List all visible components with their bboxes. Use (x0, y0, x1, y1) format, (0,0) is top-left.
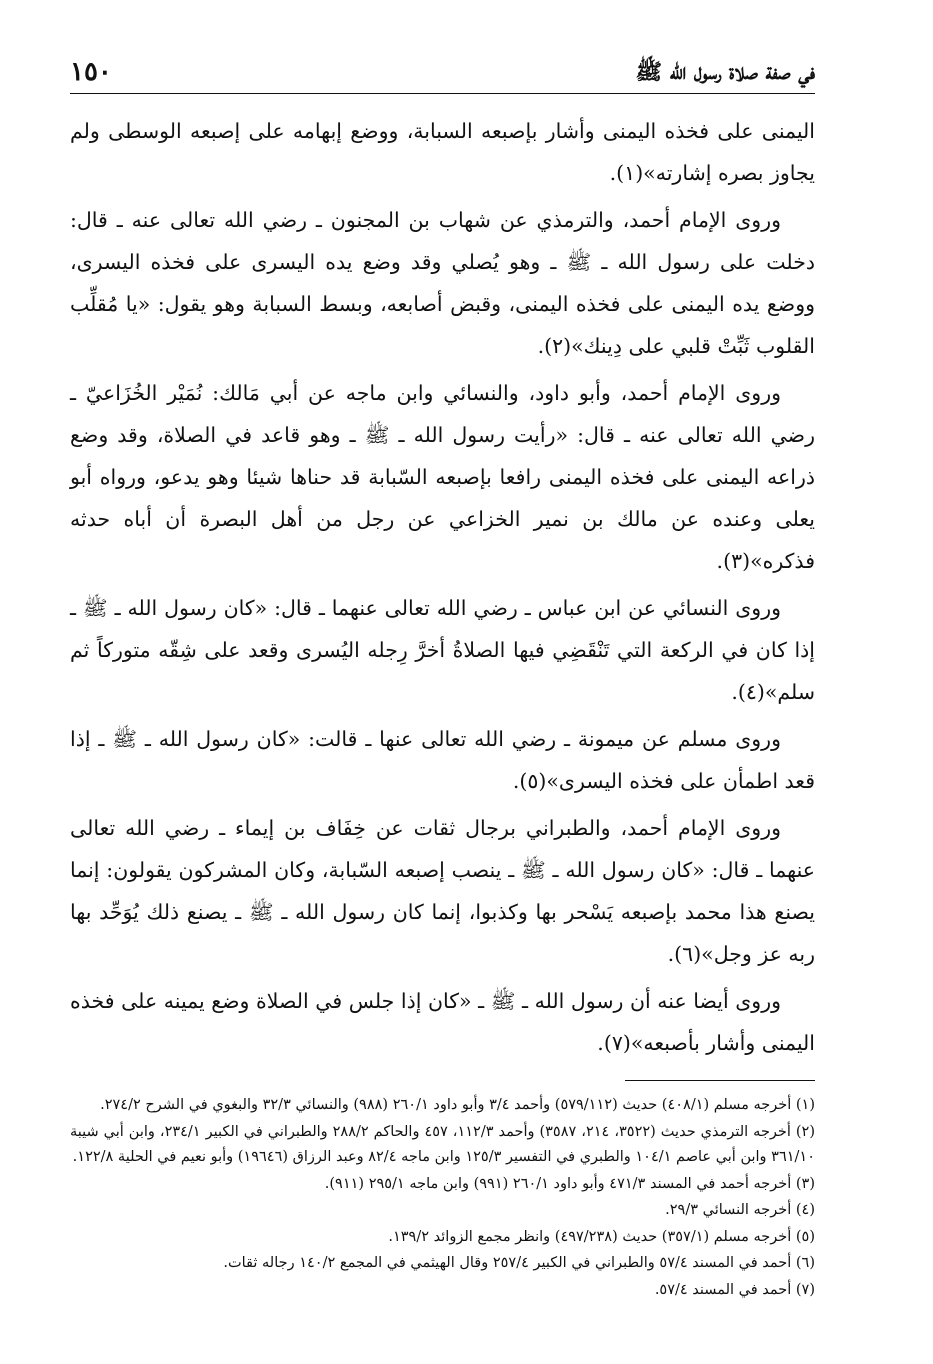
footnote-divider (625, 1080, 815, 1081)
paragraph: وروى أيضا عنه أن رسول الله ـ ﷺ ـ «كان إذا جلس في الصلاة وضع يمينه على فخذه اليمنى وأشار بأصبعه»(٧). (70, 989, 815, 1055)
paragraph: وروى النسائي عن ابن عباس ـ رضي الله تعالى عنهما ـ قال: «كان رسول الله ـ ﷺ ـ إذا كان في الركعة التي تَنْقَضِي فيها الصلاةُ أخرَّ رِجله اليُسرى وقعد على شِقّه متوركاً ثم سلم»(٤). (70, 596, 815, 704)
footnote: (٢) أخرجه الترمذي حديث (٣٥٢٢، ٢١٤، ٣٥٨٧) وأحمد ١١٢/٣، ٤٥٧ والحاكم ٢٨٨/٢ والطبراني في الكبير ٢٣٤/١، وابن أبي شيبة ٣٦١/١٠ وابن أبي عاصم ١٠٤/١ والطبري في التفسير ١٢٥/٣ وابن ماجه ٨٢/٤ وعبد الرزاق (١٩٦٤٦) وأبو نعيم في الحلية ١٢٢/٨. (70, 1123, 816, 1165)
footnote: (١) أخرجه مسلم (٤٠٨/١) حديث (٥٧٩/١١٢) وأحمد ٣/٤ وأبو داود ٢٦٠/١ (٩٨٨) والنسائي ٣٢/٣ والبغوي في الشرح ٢٧٤/٢. (100, 1097, 815, 1113)
running-title: في صفة صلاة رسول الله ﷺ (635, 59, 815, 85)
footnotes (70, 1093, 815, 1303)
page-number: ١٥٠ (70, 57, 112, 87)
footnote: (٤) أخرجه النسائي ٢٩/٣. (665, 1202, 815, 1218)
running-head (70, 50, 815, 94)
footnote: (٥) أخرجه مسلم (٣٥٧/١) حديث (٤٩٧/٢٣٨) وانظر مجمع الزوائد ١٣٩/٢. (388, 1228, 815, 1245)
footnote: (٣) أخرجه أحمد في المسند ٤٧١/٣ وأبو داود ٢٦٠/١ (٩٩١) وابن ماجه ٢٩٥/١ (٩١١). (324, 1175, 815, 1192)
paragraph: وروى الإمام أحمد، وأبو داود، والنسائي وابن ماجه عن أبي مَالك: نُمَيْر الخُزَاعيّ ـ رضي الله تعالى عنه ـ قال: «رأيت رسول الله ـ ﷺ ـ وهو قاعد في الصلاة، وقد وضع ذراعه اليمنى على فخذه اليمنى رافعا بإصبعه السّبابة قد حناها شيئا وهو يدعو، ورواه أبو يعلى وعنده عن مالك بن نمير الخزاعي عن رجل من أهل البصرة أن أباه حدثه فذكره»(٣). (70, 381, 815, 573)
paragraph: وروى الإمام أحمد، والترمذي عن شهاب بن المجنون ـ رضي الله تعالى عنه ـ قال: دخلت على رسول الله ـ ﷺ ـ وهو يُصلي وقد وضع يده اليسرى على فخذه اليسرى، ووضع يده اليمنى على فخذه اليمنى، وقبض أصابعه، وبسط السبابة وهو يقول: «يا مُقلِّب القلوب ثَبِّتْ قلبي على دِينك»(٢). (70, 208, 815, 358)
body-text (70, 110, 815, 1064)
paragraph: وروى الإمام أحمد، والطبراني برجال ثقات عن خِفَاف بن إيماء ـ رضي الله تعالى عنهما ـ قال: «كان رسول الله ـ ﷺ ـ ينصب إصبعه السّبابة، وكان المشركون يقولون: إنما يصنع هذا محمد بإصبعه يَسْحر بها وكذبوا، إنما كان رسول الله ـ ﷺ ـ يصنع ذلك يُوَحِّد بها ربه عز وجل»(٦). (70, 816, 815, 966)
paragraph: اليمنى على فخذه اليمنى وأشار بإصبعه السبابة، ووضع إبهامه على إصبعه الوسطى ولم يجاوز بصره إشارته»(١). (70, 119, 815, 185)
footnote: (٧) أحمد في المسند ٥٧/٤. (654, 1281, 815, 1298)
book-page (70, 50, 815, 1340)
paragraph: وروى مسلم عن ميمونة ـ رضي الله تعالى عنها ـ قالت: «كان رسول الله ـ ﷺ ـ إذا قعد اطمأن على فخذه اليسرى»(٥). (70, 727, 815, 793)
footnote: (٦) أحمد في المسند ٥٧/٤ والطبراني في الكبير ٢٥٧/٤ وقال الهيثمي في المجمع ١٤٠/٢ رجاله ثقات. (223, 1255, 815, 1271)
